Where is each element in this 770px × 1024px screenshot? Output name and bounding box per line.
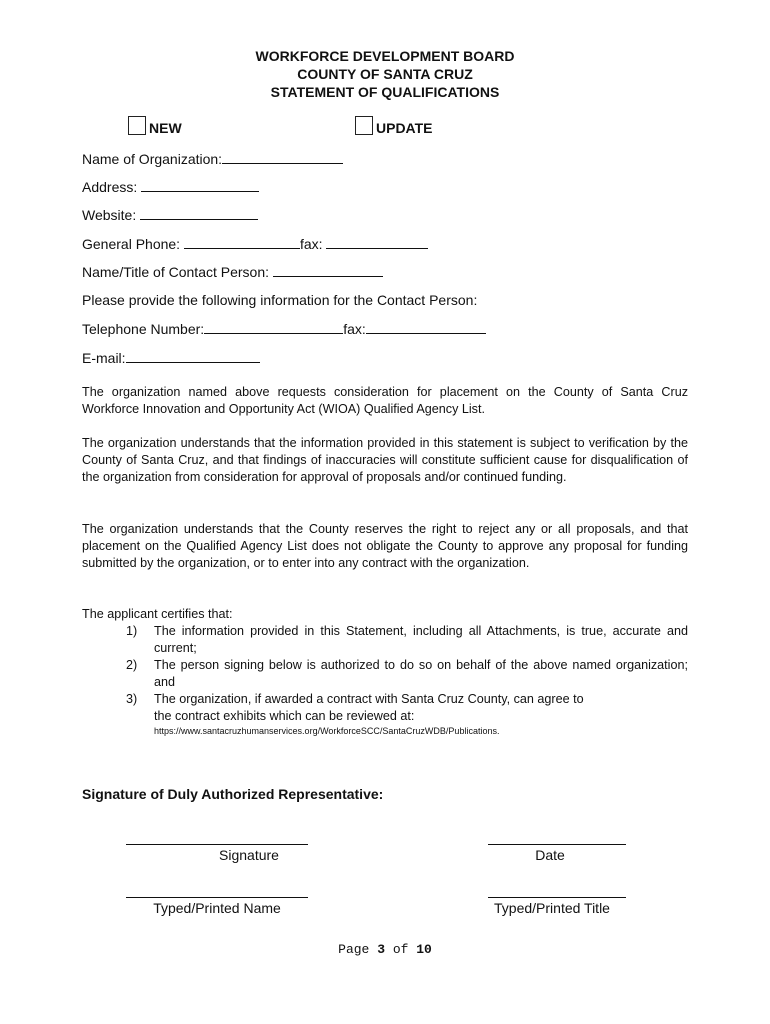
update-checkbox[interactable] xyxy=(355,116,373,135)
address-input-line[interactable] xyxy=(141,178,259,192)
county-rights-text: The organization understands that the County reserves the right to reject any or all proposals, and that placement on the Qualified Agency List does not obligate the County to approve any proposal for funding submitted by the organization, or to enter into any contract with the organization. xyxy=(82,522,688,570)
printed-name-line[interactable] xyxy=(126,897,308,898)
page-current: 3 xyxy=(377,942,385,957)
certification-number: 3) xyxy=(126,692,138,706)
contact-fax-label: fax: xyxy=(343,321,366,337)
contact-info-prompt: Please provide the following information for the Contact Person: xyxy=(82,292,478,308)
signature-line[interactable] xyxy=(126,844,308,845)
email-label: E-mail: xyxy=(82,350,126,366)
update-checkbox-label: UPDATE xyxy=(376,120,433,136)
telephone-number-input-line[interactable] xyxy=(204,320,343,334)
contact-person-field xyxy=(82,263,383,281)
publications-link[interactable]: https://www.santacruzhumanservices.org/WorkforceSCC/SantaCruzWDB/Publications. xyxy=(154,726,500,736)
organization-name-label: Name of Organization: xyxy=(82,151,223,167)
certifies-intro: The applicant certifies that: xyxy=(82,607,233,621)
certification-number: 1) xyxy=(126,624,138,638)
county-rights-paragraph xyxy=(82,521,688,572)
website-field xyxy=(82,206,258,224)
general-phone-field xyxy=(82,235,428,253)
page-total: 10 xyxy=(416,942,432,957)
organization-name-field xyxy=(82,150,343,168)
address-field xyxy=(82,178,259,196)
general-phone-input-line[interactable] xyxy=(184,235,300,249)
verification-text: The organization understands that the information provided in this statement is subject to verification by the County of Santa Cruz, and that findings of inaccuracies will constitute sufficient cause for disqualification of the organization from consideration for approval of proposals and/or continued funding. xyxy=(82,436,688,484)
placement-request-text: The organization named above requests consideration for placement on the County of Santa Cruz Workforce Innovation and Opportunity Act (WIOA) Qualified Agency List. xyxy=(82,385,688,416)
contact-person-input-line[interactable] xyxy=(273,263,383,277)
new-checkbox-label: NEW xyxy=(149,120,182,136)
organization-name-input-line[interactable] xyxy=(222,150,343,164)
page-number xyxy=(0,942,770,957)
contact-person-label: Name/Title of Contact Person: xyxy=(82,264,270,280)
contact-fax-input-line[interactable] xyxy=(366,320,486,334)
certification-text: The information provided in this Statement, including all Attachments, is true, accurate and current; xyxy=(154,624,688,655)
website-input-line[interactable] xyxy=(140,206,258,220)
certification-text: The organization, if awarded a contract with Santa Cruz County, can agree to the contract exhibits which can be reviewed at: xyxy=(154,692,584,723)
new-checkbox[interactable] xyxy=(128,116,146,135)
website-label: Website: xyxy=(82,207,137,223)
certification-item xyxy=(126,623,688,657)
printed-title-label: Typed/Printed Title xyxy=(494,900,610,916)
page-word: Page xyxy=(338,942,370,957)
signature-label: Signature xyxy=(219,847,279,863)
telephone-number-label: Telephone Number: xyxy=(82,321,205,337)
general-fax-label: fax: xyxy=(299,236,323,252)
certification-text: The person signing below is authorized to do so on behalf of the above named organization; and xyxy=(154,658,688,689)
printed-name-label: Typed/Printed Name xyxy=(153,900,281,916)
signature-heading: Signature of Duly Authorized Representative: xyxy=(82,786,384,802)
date-line[interactable] xyxy=(488,844,626,845)
form-title-line-1: WORKFORCE DEVELOPMENT BOARD xyxy=(255,48,515,64)
general-fax-input-line[interactable] xyxy=(326,235,428,249)
form-title-line-2: COUNTY OF SANTA CRUZ xyxy=(297,66,473,82)
email-field xyxy=(82,349,260,367)
printed-title-line[interactable] xyxy=(488,897,626,898)
address-label: Address: xyxy=(82,179,138,195)
certification-number: 2) xyxy=(126,658,138,672)
form-title-line-3: STATEMENT OF QUALIFICATIONS xyxy=(270,84,500,100)
verification-paragraph xyxy=(82,435,688,486)
of-word: of xyxy=(392,942,409,957)
email-input-line[interactable] xyxy=(126,349,260,363)
certification-item xyxy=(126,657,688,691)
placement-request-paragraph xyxy=(82,384,688,418)
date-label: Date xyxy=(535,847,565,863)
certification-item xyxy=(126,691,688,725)
telephone-number-field xyxy=(82,320,486,338)
general-phone-label: General Phone: xyxy=(82,236,181,252)
